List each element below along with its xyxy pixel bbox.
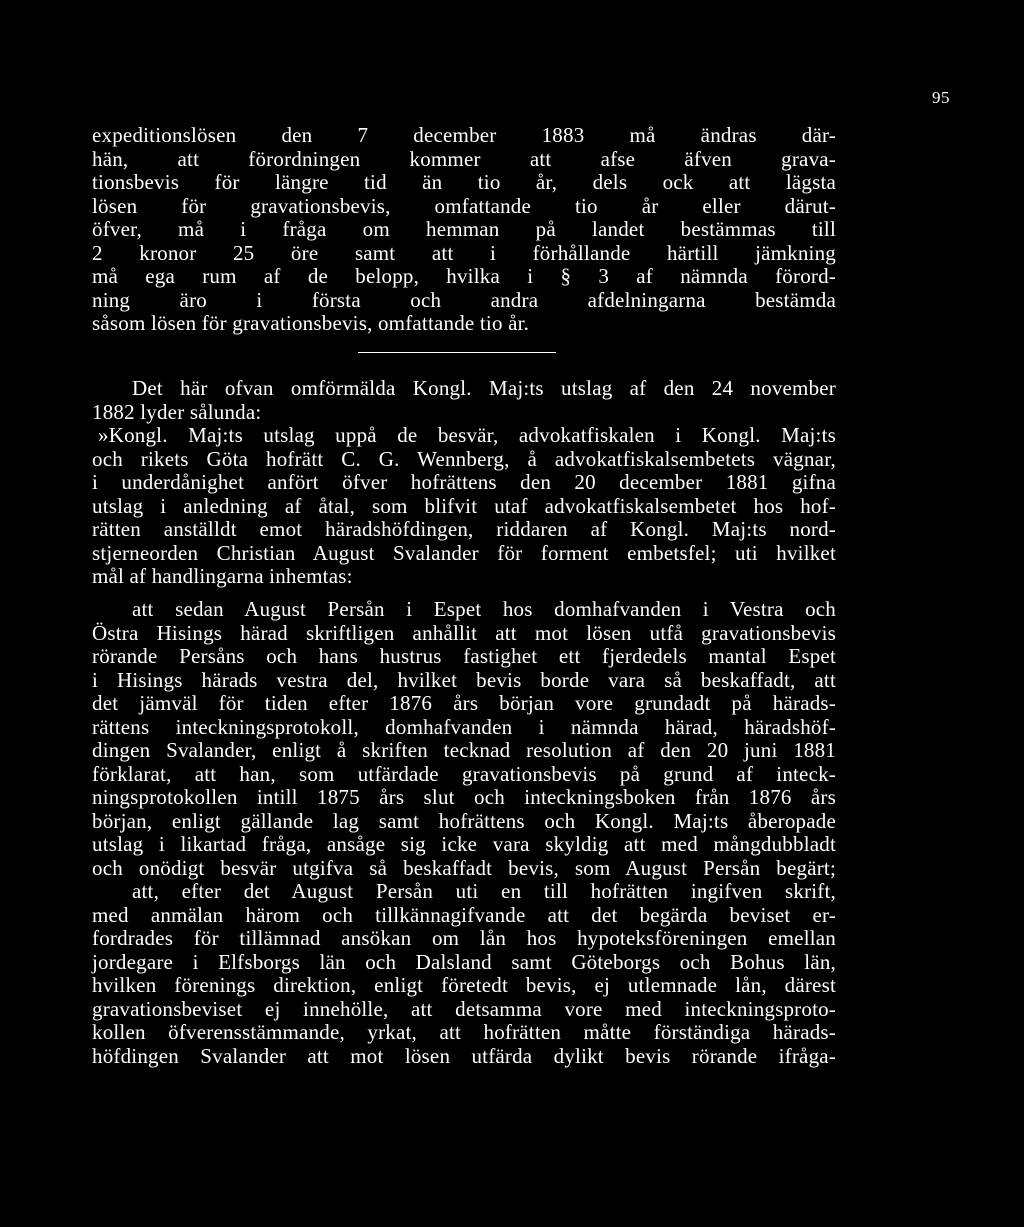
text-line: i underdånighet anfört öfver hofrättens den 20 december 1881 gifna xyxy=(92,470,836,494)
paragraph-2 xyxy=(92,377,836,589)
text-line: det jämväl för tiden efter 1876 års början vore grundadt på härads- xyxy=(92,691,836,715)
text-line: att, efter det August Persån uti en till hofrätten ingifven skrift, xyxy=(132,879,836,903)
text-line: fordrades för tillämnad ansökan om lån hos hypoteksföreningen emellan xyxy=(92,926,836,950)
text-line: jordegare i Elfsborgs län och Dalsland samt Göteborgs och Bohus län, xyxy=(92,949,836,974)
text-line: rättens inteckningsprotokoll, domhafvanden i nämnda härad, häradshöf- xyxy=(92,714,836,739)
text-line: expeditionslösen den 7 december 1883 må ändras där- xyxy=(92,123,836,147)
text-line: ning äro i första och andra afdelningarna bestämda xyxy=(92,287,836,312)
text-line: förklarat, att han, som utfärdade gravationsbevis på grund af inteck- xyxy=(92,761,836,786)
text-line: hvilken förenings direktion, enligt företedt bevis, ej utlemnade lån, därest xyxy=(92,973,836,997)
text-line: mål af handlingarna inhemtas: xyxy=(92,564,353,588)
text-line: rörande Persåns och hans hustrus fastighet ett fjerdedels mantal Espet xyxy=(92,644,836,668)
text-line: utslag i likartad fråga, ansåge sig icke vara skyldig att med mångdubbladt xyxy=(92,832,836,856)
text-line: rätten anställdt emot häradshöfdingen, riddaren af Kongl. Maj:ts nord- xyxy=(92,517,836,541)
text-line: ningsprotokollen intill 1875 års slut och inteckningsboken från 1876 års xyxy=(92,785,836,809)
text-line: gravationsbeviset ej innehölle, att detsamma vore med inteckningsproto- xyxy=(92,996,836,1021)
text-line: hän, att förordningen kommer att afse äfven grava- xyxy=(92,146,836,171)
text-line: utslag i anledning af åtal, som blifvit utaf advokatfiskalsembetet hos hof- xyxy=(92,493,836,518)
text-line: 1882 lyder sålunda: xyxy=(92,399,262,424)
text-line: höfdingen Svalander att mot lösen utfärda dylikt bevis rörande ifråga- xyxy=(92,1043,836,1068)
text-line: såsom lösen för gravationsbevis, omfattande tio år. xyxy=(92,311,530,335)
text-line: tionsbevis för längre tid än tio år, dels ock att lägsta xyxy=(92,170,836,194)
text-line: »Kongl. Maj:ts utslag uppå de besvär, advokatfiskalen i Kongl. Maj:ts xyxy=(98,423,836,447)
text-line: kollen öfverensstämmande, yrkat, att hofrätten måtte förständiga härads- xyxy=(92,1020,836,1044)
text-line: början, enligt gällande lag samt hofrättens och Kongl. Maj:ts åberopade xyxy=(92,808,836,833)
text-line: och onödigt besvär utgifva så beskaffadt bevis, som August Persån begärt; xyxy=(92,855,836,880)
section-divider xyxy=(358,352,556,353)
text-line: stjerneorden Christian August Svalander för forment embetsfel; uti hvilket xyxy=(92,540,836,565)
text-line: Det här ofvan omförmälda Kongl. Maj:ts utslag af den 24 november xyxy=(132,376,836,400)
page-number: 95 xyxy=(932,88,950,107)
text-line: dingen Svalander, enligt å skriften tecknad resolution af den 20 juni 1881 xyxy=(92,738,836,762)
text-line: må ega rum af de belopp, hvilka i § 3 af nämnda förord- xyxy=(92,264,836,288)
text-line: Östra Hisings härad skriftligen anhållit att mot lösen utfå gravationsbevis xyxy=(92,620,836,645)
text-line: och rikets Göta hofrätt C. G. Wennberg, å advokatfiskalsembetets vägnar, xyxy=(92,446,836,471)
paragraph-3 xyxy=(92,598,836,1068)
text-line: 2 kronor 25 öre samt att i förhållande härtill jämkning xyxy=(92,240,836,265)
text-line: lösen för gravationsbevis, omfattande tio år eller därut- xyxy=(92,193,836,218)
paragraph-1 xyxy=(92,124,836,336)
text-line: öfver, må i fråga om hemman på landet bestämmas till xyxy=(92,217,836,241)
text-line: att sedan August Persån i Espet hos domhafvanden i Vestra och xyxy=(132,597,836,621)
text-line: i Hisings härads vestra del, hvilket bevis borde vara så beskaffadt, att xyxy=(92,667,836,692)
text-line: med anmälan härom och tillkännagifvande att det begärda beviset er- xyxy=(92,902,836,927)
